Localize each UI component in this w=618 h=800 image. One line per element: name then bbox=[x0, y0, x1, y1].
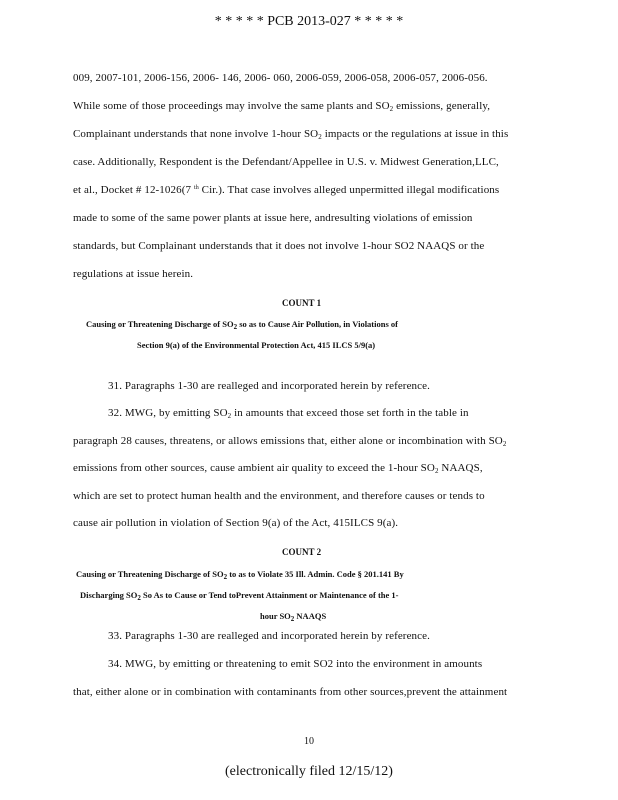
page-number: 10 bbox=[304, 736, 314, 747]
count-1-heading: Causing or Threatening Discharge of $SO_2$ so as to Cause Air Pollution, in Violations of bbox=[86, 319, 398, 331]
count-1-title: COUNT 1 bbox=[282, 298, 322, 308]
count-2-heading: Causing or Threatening Discharge of $SO_2$ to as to Violate 35 Ill. Admin. Code § 201.141 By bbox=[76, 569, 404, 581]
count-2-heading: hour $SO_2$ NAAQS bbox=[260, 611, 327, 623]
text-line: case. Additionally, Respondent is the Defendant/Appellee in U.S. v. Midwest Generation,LLC, bbox=[73, 156, 499, 168]
count-2-title: COUNT 2 bbox=[282, 547, 322, 557]
paragraph-32: 32. MWG, by emitting $SO_2$ in amounts that exceed those set forth in the table in bbox=[108, 407, 469, 420]
filing-footer: (electronically filed 12/15/12) bbox=[225, 764, 393, 779]
paragraph-32: cause air pollution in violation of Section 9(a) of the Act, 415ILCS 9(a). bbox=[73, 517, 399, 529]
text-line: made to some of the same power plants at issue here, andresulting violations of emission bbox=[73, 212, 473, 224]
paragraph-32: emissions from other sources, cause ambient air quality to exceed the 1-hour $SO_2$ NAAQS, bbox=[73, 462, 483, 475]
paragraph-32: which are set to protect human health and the environment, and therefore causes or tends to bbox=[73, 490, 485, 502]
paragraph-34: 34. MWG, by emitting or threatening to emit SO2 into the environment in amounts bbox=[108, 658, 483, 670]
document-header: * * * * * PCB 2013-027 * * * * * bbox=[214, 14, 404, 29]
paragraph-34: that, either alone or in combination with contaminants from other sources,prevent the attainment bbox=[73, 686, 508, 698]
paragraph-32: paragraph 28 causes, threatens, or allows emissions that, either alone or incombination with $SO_2$ bbox=[73, 435, 507, 448]
paragraph-33: 33. Paragraphs 1-30 are realleged and incorporated herein by reference. bbox=[108, 630, 430, 642]
text-line: While some of those proceedings may involve the same plants and $SO_2$ emissions, generally, bbox=[73, 100, 491, 113]
count-2-heading: Discharging $SO_2$ So As to Cause or Tend toPrevent Attainment or Maintenance of the 1- bbox=[80, 590, 399, 602]
count-1-heading: Section 9(a) of the Environmental Protection Act, 415 ILCS 5/9(a) bbox=[137, 340, 376, 350]
text-line: et al., Docket # 12-1026(7 $^{th}$ Cir.). That case involves alleged unpermitted illegal modifications bbox=[73, 184, 500, 196]
text-line: standards, but Complainant understands that it does not involve 1-hour SO2 NAAQS or the bbox=[73, 240, 485, 252]
paragraph-31: 31. Paragraphs 1-30 are realleged and incorporated herein by reference. bbox=[108, 380, 430, 392]
text-line: 009, 2007-101, 2006-156, 2006- 146, 2006- 060, 2006-059, 2006-058, 2006-057, 2006-056. bbox=[73, 72, 488, 84]
text-line: regulations at issue herein. bbox=[73, 268, 194, 280]
text-line: Complainant understands that none involve 1-hour $SO_2$ impacts or the regulations at issue in this bbox=[73, 128, 509, 141]
